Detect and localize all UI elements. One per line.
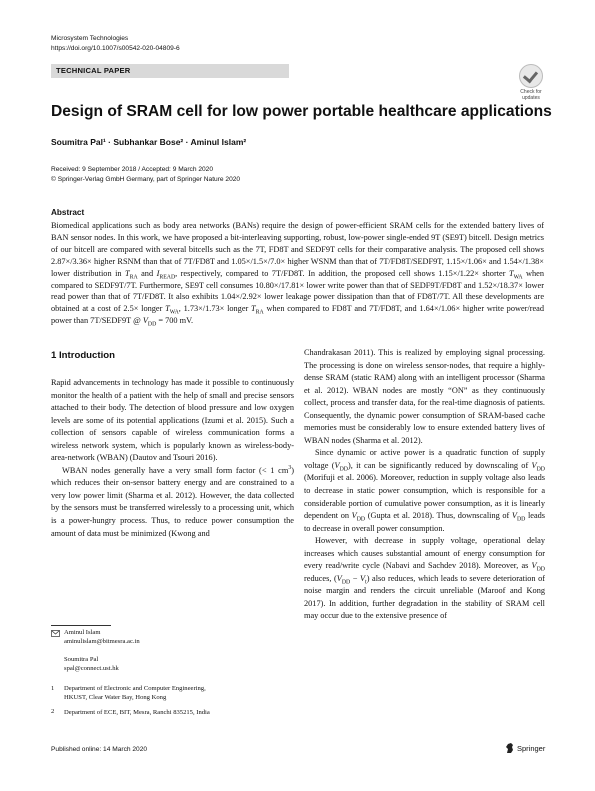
received-accepted: Received: 9 September 2018 / Accepted: 9 March 2020 xyxy=(51,166,214,173)
abstract-heading: Abstract xyxy=(51,208,85,217)
publication-dates xyxy=(51,165,240,184)
affiliation-2: Department of ECE, BIT, Mesra, Ranchi 835215, India xyxy=(64,709,210,716)
author-list: Soumitra Pal¹ · Subhankar Bose² · Aminul Islam² xyxy=(51,137,247,147)
published-online: Published online: 14 March 2020 xyxy=(51,746,148,753)
contact-name: Soumitra Pal xyxy=(64,655,99,663)
contact-name: Aminul Islam xyxy=(64,629,101,636)
article-type-label: TECHNICAL PAPER xyxy=(56,66,131,75)
contact-email[interactable]: spal@connect.ust.hk xyxy=(64,665,119,673)
check-icon xyxy=(519,64,543,88)
article-type-banner xyxy=(51,64,289,78)
affiliation-number: 1 xyxy=(51,685,55,692)
contact-email[interactable]: aminulislam@bitmesra.ac.in xyxy=(64,638,140,646)
section-heading-introduction: 1 Introduction xyxy=(51,350,115,361)
springer-horse-icon xyxy=(505,743,514,754)
body-column-right: Chandrakasan 2011). This is realized by employing signal processing. The processing is done on wireless sensor-nodes, that require a highly-dense SRAM (static RAM) along with an intelligent processor (Sharma et al. 2012). WBAN nodes are mostly “ON” as they continuously collect, process and transfer data, for the real-time diagnosis of patients. Consequently, the dynamic power consumption of SRAM-based cache memories must be considerably low to ensure extended battery lives of WBAN nodes (Sharma et al. 2012). Since dynamic or active power is a quadratic function of supply voltage $(V_{DD})$, it can be significantly reduced by downscaling of $V_{DD}$ (Morifuji et al. 2006). Moreover, reduction in supply voltage also leads to decrease in static power consumption, which is responsible for a considerable portion of cumulative power consumption, as it is linearly dependent on $V_{DD}$ (Gupta et al. 2018). Thus, downscaling of $V_{DD}$ leads to decrease in overall power consumption. However, with decrease in supply voltage, operational delay increases which causes substantial amount of energy consumption for every read/write cycle (Nabavi and Sachdev 2018). Moreover, as $V_{DD}$ reduces, $(V_{DD} - V_t)$ also reduces, which leads to severe deterioration of noise margin and renders the circuit unreliable (Maroof and Kong 2017). In addition, further degradation in the stability of SRAM cell may occur due to the extensive presence of xyxy=(304,348,546,621)
body-column-left: Rapid advancements in technology has made it possible to continuously monitor the health of a patient with the help of small and precise sensors attached to their body. The detection of blood pressure and low oxygen levels are some of its potential applications (Izumi et al. 2015). Such a collection of sensors capable of wireless communication forms a wireless network system, which is popularly known as wireless-body-area-network (WBAN) (Dautov and Tsouri 2016). WBAN nodes generally have a very small form factor (< 1 $cm^3$) which reduces their on-sensor battery energy and are constrained to a very low power limit (Sharma et al. 2012). However, the data collected by the sensors must be transferred wirelessly to a processing unit, which is a power-hungry process. Thus, to reduce power consumption the amount of data must be minimized (Kwong and xyxy=(51,378,294,538)
corresponding-contacts xyxy=(64,628,140,674)
affiliation-1: Department of Electronic and Computer Engineering, HKUST, Clear Water Bay, Hong Kong xyxy=(64,685,206,702)
publisher-name: Springer xyxy=(517,744,546,753)
mail-icon xyxy=(51,630,60,640)
journal-doi[interactable]: https://doi.org/10.1007/s00542-020-04809-6 xyxy=(51,44,180,52)
affiliation-number: 2 xyxy=(51,708,55,715)
check-for-updates-badge[interactable] xyxy=(513,64,549,100)
journal-header xyxy=(51,34,180,53)
check-badge-label: Check for updates xyxy=(520,89,542,101)
paper-title: Design of SRAM cell for low power portable healthcare applications xyxy=(51,103,552,120)
copyright-notice: © Springer-Verlag GmbH Germany, part of Springer Nature 2020 xyxy=(51,175,241,183)
abstract-body: Biomedical applications such as body area networks (BANs) require the design of power-efficient SRAM cells for the extended battery lives of BAN sensor nodes. In this work, we have proposed a bit-interleaving supporting, robust, low-power single-ended 9T (SE9T) bitcell. Design metrics of our bitcell are compared with several bitcells such as the 7T, FD8T and SEDF9T cells for their comparative analysis. The proposed cell shows 2.87×/3.36× higher RSNM than that of 7T/FD8T and 1.05×/1.5×/7.0× higher WSNM than that of 7T/FD8T/SEDF9T, 1.15×/1.06× and 1.54×/1.38× lower distribution in $T_{RA}$ and $I_{READ}$, respectively, compared to 7T/FD8T. In addition, the proposed cell shows 1.15×/1.22× shorter $T_{WA}$ when compared to SEDF9T/7T. Furthermore, SE9T cell consumes 10.80×/17.81× lower write power than that of SEDF9T/FD8T and 1.52×/18.37× lower read power than that of 7T/FD8T. It also exhibits 1.04×/2.92× lower leakage power dissipation than that of FD8T/7T. All these developments are obtained at a cost of 2.5× longer $T_{WA}$, 1.73×/1.73× longer $T_{RA}$ when compared to FD8T and 7T/FD8T, and 1.64×/1.06× higher write power/read power than 7T/SEDF9T @ $V_{DD} = 700$ mV. xyxy=(51,221,545,328)
publisher-logo xyxy=(505,743,545,754)
journal-name: Microsystem Technologies xyxy=(51,35,129,42)
footnote-rule xyxy=(51,625,111,626)
